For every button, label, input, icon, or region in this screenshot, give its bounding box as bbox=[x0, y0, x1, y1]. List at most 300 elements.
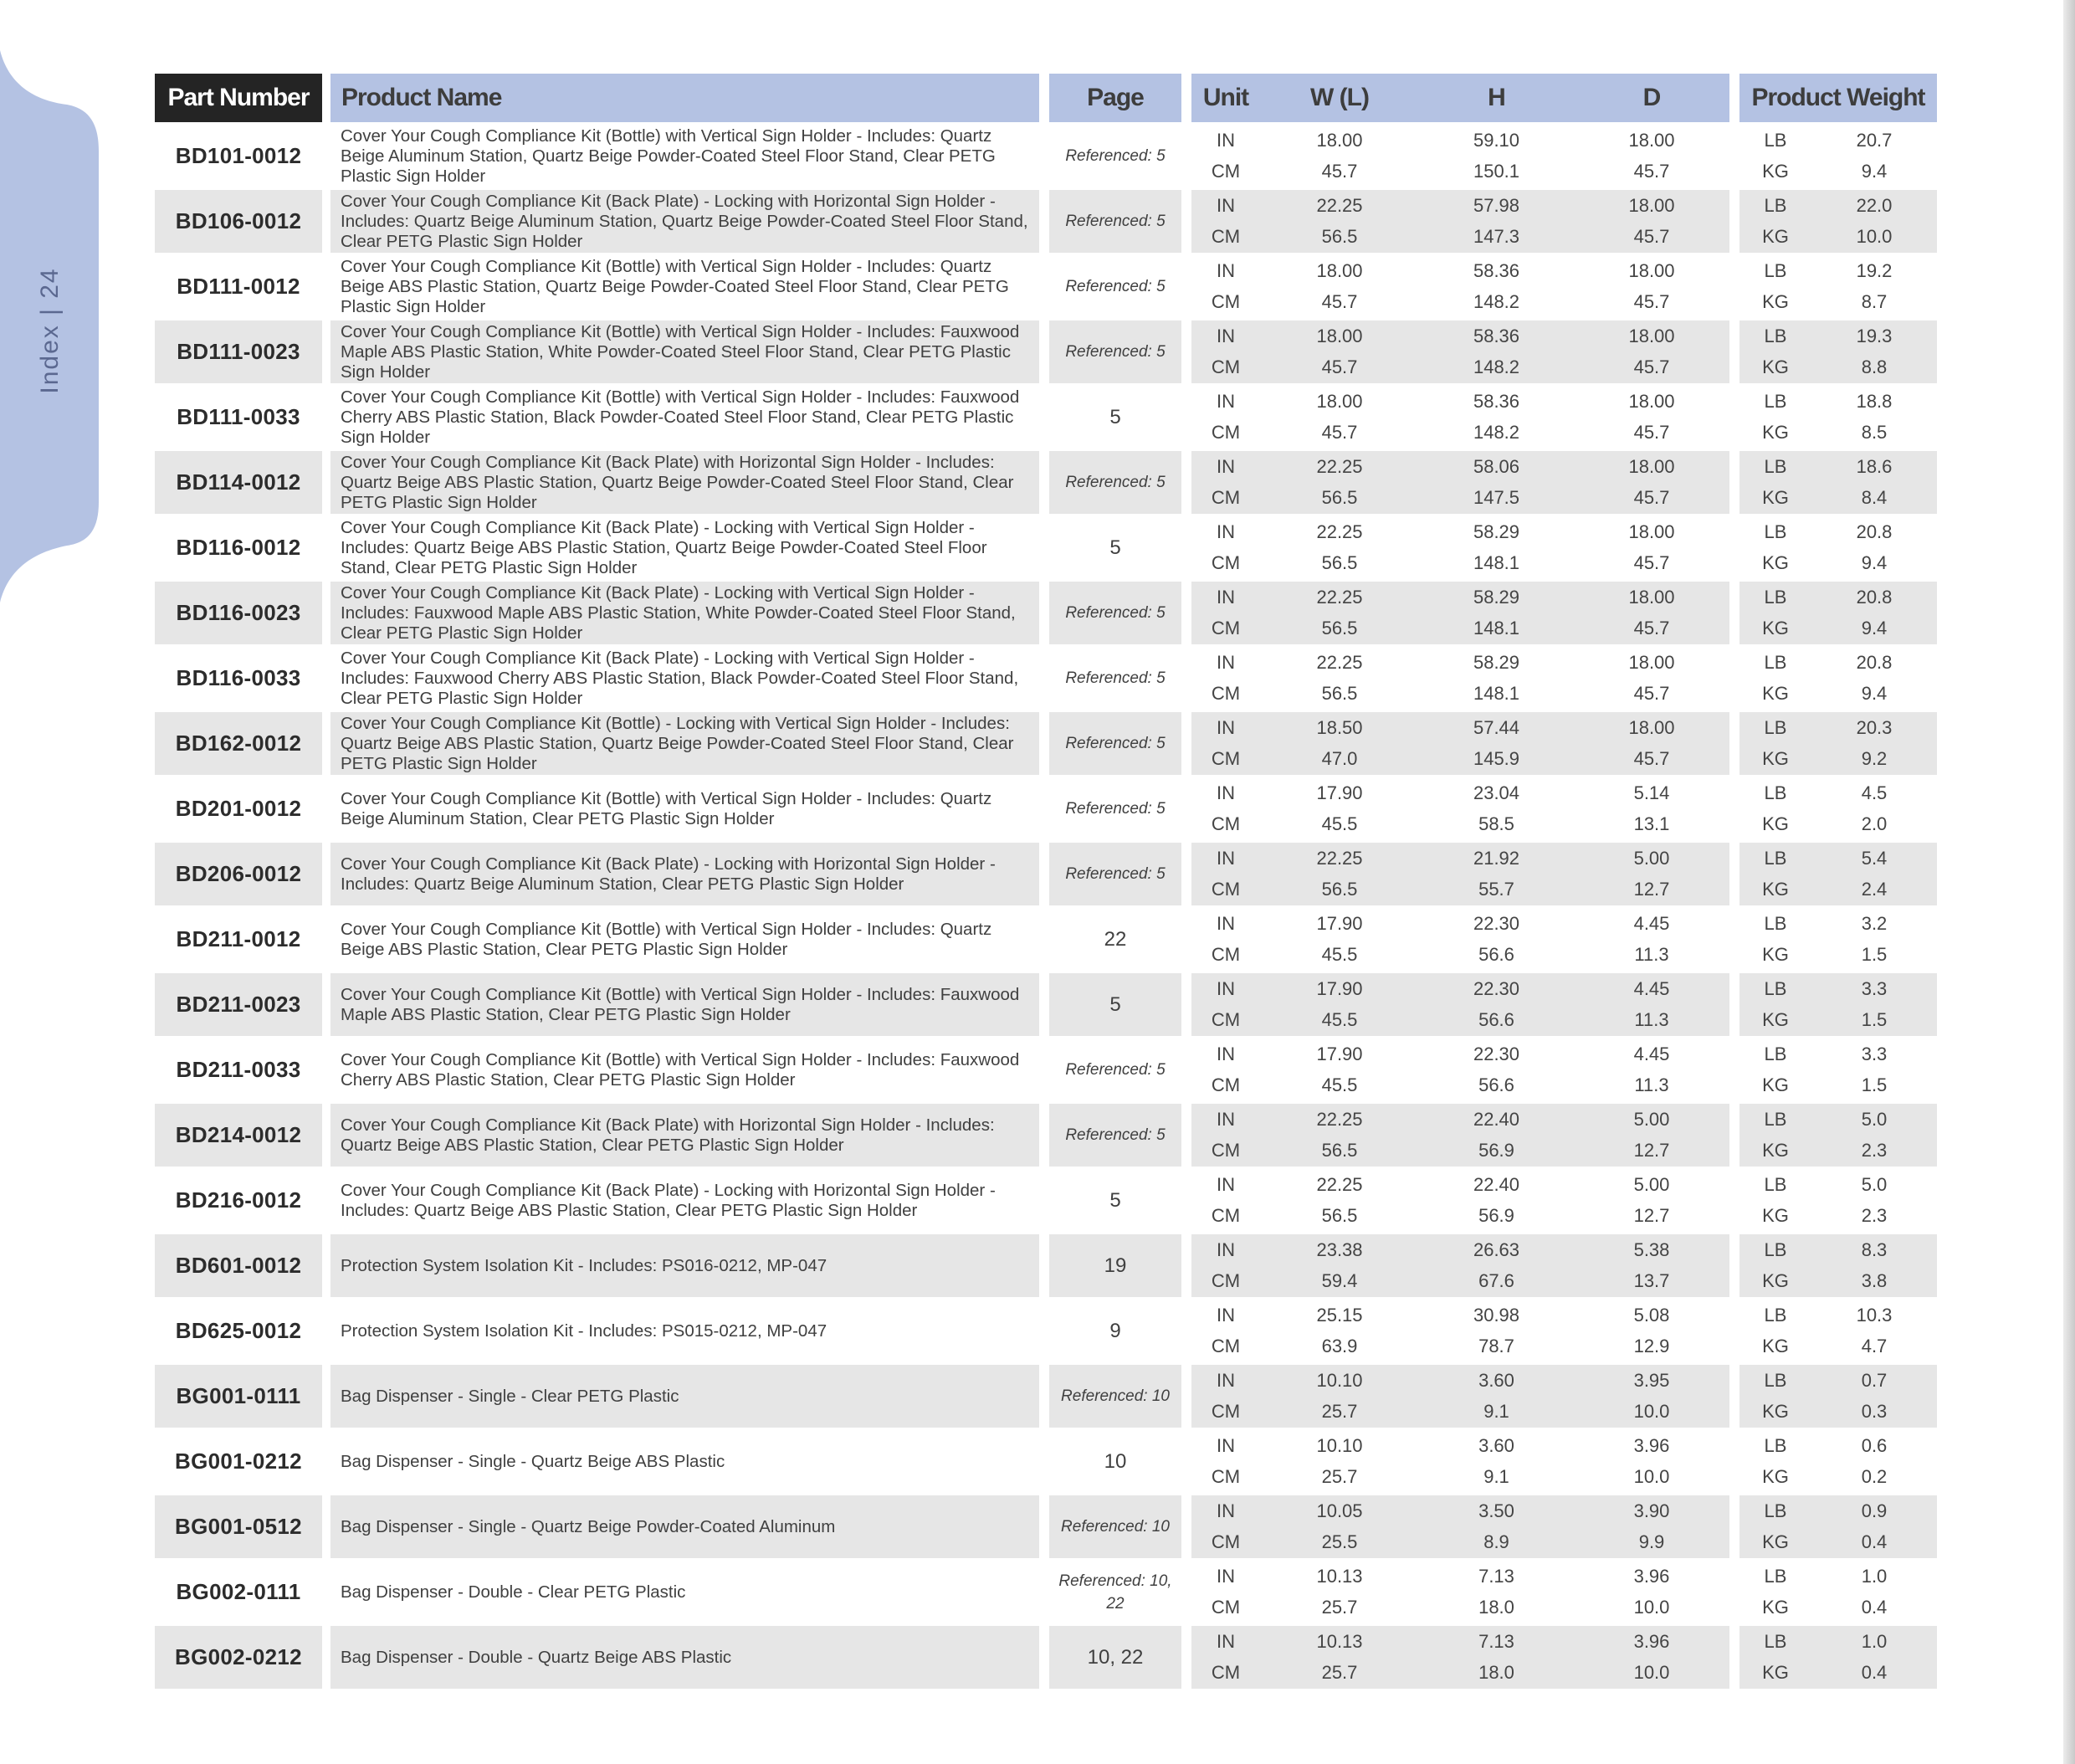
width-cm: 45.5 bbox=[1321, 1074, 1358, 1096]
part-number: BD211-0033 bbox=[176, 1057, 301, 1082]
weight-lb: 5.0 bbox=[1861, 1108, 1888, 1130]
weight-unit-lb: LB bbox=[1764, 1304, 1787, 1326]
unit-in: IN bbox=[1217, 1500, 1235, 1521]
dimensions bbox=[1191, 777, 1729, 840]
part-number: BD111-0033 bbox=[177, 404, 300, 429]
width-in: 23.38 bbox=[1316, 1238, 1363, 1260]
dimensions bbox=[1191, 647, 1729, 710]
unit-cm: CM bbox=[1211, 879, 1241, 900]
dimensions-metric bbox=[1191, 1266, 1729, 1298]
width-cm: 45.7 bbox=[1321, 291, 1358, 313]
height-in: 26.63 bbox=[1473, 1238, 1520, 1260]
height-cm: 148.1 bbox=[1473, 618, 1520, 639]
table-row bbox=[155, 843, 1939, 905]
depth-cm: 45.7 bbox=[1633, 226, 1670, 248]
unit-in: IN bbox=[1217, 129, 1235, 151]
depth-cm: 12.9 bbox=[1633, 1336, 1670, 1357]
weight-lb: 0.6 bbox=[1861, 1434, 1888, 1456]
weight-kg: 3.8 bbox=[1861, 1270, 1888, 1292]
depth-in: 4.45 bbox=[1633, 912, 1670, 934]
dimensions-metric bbox=[1191, 1527, 1729, 1559]
product-name: Cover Your Cough Compliance Kit (Bottle) with Vertical Sign Holder - Includes: Quartz Beige ABS Plastic Station, Clear PETG Plastic Sign Holder bbox=[341, 919, 992, 959]
product-weight bbox=[1739, 908, 1937, 971]
table-row bbox=[155, 451, 1939, 514]
part-number: BD162-0012 bbox=[155, 712, 322, 775]
dimensions-imperial bbox=[1191, 451, 1729, 483]
depth-cm: 12.7 bbox=[1633, 1140, 1670, 1161]
weight-imperial bbox=[1739, 255, 1937, 287]
product-name: Bag Dispenser - Single - Clear PETG Plastic bbox=[330, 1365, 1039, 1428]
width-in: 22.25 bbox=[1316, 520, 1363, 542]
weight-imperial bbox=[1739, 1626, 1937, 1658]
side-index-label: Index | 24 bbox=[36, 267, 64, 394]
weight-metric bbox=[1739, 1201, 1937, 1233]
depth-in: 3.96 bbox=[1633, 1434, 1670, 1456]
dimensions-metric bbox=[1191, 744, 1729, 776]
weight-imperial bbox=[1739, 190, 1937, 222]
dimensions-imperial bbox=[1191, 712, 1729, 744]
header-page: Page bbox=[1049, 74, 1181, 122]
weight-metric bbox=[1739, 1397, 1937, 1428]
weight-metric bbox=[1739, 744, 1937, 776]
page-ref: Referenced: 5 bbox=[1049, 712, 1181, 775]
height-in: 7.13 bbox=[1478, 1630, 1514, 1652]
weight-metric bbox=[1739, 1592, 1937, 1624]
part-number: BD116-0023 bbox=[155, 582, 322, 644]
product-name: Cover Your Cough Compliance Kit (Back Plate) - Locking with Vertical Sign Holder - Includes: Fauxwood Maple ABS Plastic Station, White Powder-Coated Steel Floor Stand, Clear PETG Plastic Sign Holder bbox=[330, 582, 1039, 644]
table-row bbox=[155, 255, 1939, 318]
width-in: 10.10 bbox=[1316, 1434, 1363, 1456]
table-row bbox=[155, 1626, 1939, 1689]
unit-in: IN bbox=[1217, 390, 1235, 412]
width-cm: 56.5 bbox=[1321, 552, 1358, 574]
weight-unit-lb: LB bbox=[1764, 1173, 1787, 1195]
page-ref: Referenced: 5 bbox=[1065, 800, 1166, 818]
unit-cm: CM bbox=[1211, 356, 1241, 378]
depth-cm: 45.7 bbox=[1633, 356, 1670, 378]
dimensions-metric bbox=[1191, 1201, 1729, 1233]
product-name: Cover Your Cough Compliance Kit (Back Plate) - Locking with Horizontal Sign Holder - Includes: Quartz Beige ABS Plastic Station, Clear PETG Plastic Sign Holder bbox=[341, 1180, 996, 1220]
product-weight bbox=[1739, 1300, 1937, 1362]
dimensions-imperial bbox=[1191, 1430, 1729, 1462]
width-cm: 25.5 bbox=[1321, 1531, 1358, 1553]
depth-in: 3.96 bbox=[1633, 1565, 1670, 1587]
dimensions-metric bbox=[1191, 1592, 1729, 1624]
depth-cm: 13.7 bbox=[1633, 1270, 1670, 1292]
weight-unit-kg: KG bbox=[1762, 1074, 1789, 1096]
product-weight bbox=[1739, 386, 1937, 449]
dimensions-imperial bbox=[1191, 1234, 1729, 1266]
header-product-name: Product Name bbox=[330, 74, 1039, 122]
dimensions bbox=[1191, 320, 1729, 383]
weight-lb: 20.8 bbox=[1856, 586, 1893, 608]
width-cm: 45.7 bbox=[1321, 161, 1358, 182]
width-cm: 45.5 bbox=[1321, 813, 1358, 835]
dimensions-imperial bbox=[1191, 125, 1729, 156]
weight-metric bbox=[1739, 156, 1937, 188]
weight-unit-kg: KG bbox=[1762, 1466, 1789, 1488]
depth-in: 5.14 bbox=[1633, 782, 1670, 803]
width-in: 10.13 bbox=[1316, 1565, 1363, 1587]
weight-lb: 20.8 bbox=[1856, 520, 1893, 542]
product-name: Cover Your Cough Compliance Kit (Back Plate) - Locking with Horizontal Sign Holder - Includes: Quartz Beige Aluminum Station, Clear PETG Plastic Sign Holder bbox=[330, 843, 1039, 905]
product-name: Cover Your Cough Compliance Kit (Bottle) - Locking with Vertical Sign Holder - Includes: Quartz Beige ABS Plastic Station, Quartz Beige Powder-Coated Steel Floor Stand, Clear PETG Plastic Sign Holder bbox=[330, 712, 1039, 775]
table-row bbox=[155, 516, 1939, 579]
product-name: Cover Your Cough Compliance Kit (Bottle) with Vertical Sign Holder - Includes: Fauxwood Cherry ABS Plastic Station, Clear PETG Plastic Sign Holder bbox=[341, 1049, 1020, 1090]
unit-cm: CM bbox=[1211, 1401, 1241, 1423]
unit-cm: CM bbox=[1211, 944, 1241, 966]
page-ref: 5 bbox=[1109, 405, 1121, 428]
page-ref: 5 bbox=[1049, 973, 1181, 1036]
unit-cm: CM bbox=[1211, 1205, 1241, 1227]
page-ref: Referenced: 5 bbox=[1065, 1061, 1166, 1079]
height-cm: 18.0 bbox=[1478, 1662, 1514, 1684]
height-in: 57.98 bbox=[1473, 194, 1520, 216]
dimensions-metric bbox=[1191, 287, 1729, 319]
weight-kg: 1.5 bbox=[1861, 1009, 1888, 1031]
product-name: Bag Dispenser - Double - Clear PETG Plastic bbox=[341, 1582, 686, 1602]
unit-cm: CM bbox=[1211, 1074, 1241, 1096]
depth-in: 18.00 bbox=[1628, 586, 1675, 608]
weight-kg: 8.7 bbox=[1861, 291, 1888, 313]
depth-in: 18.00 bbox=[1628, 390, 1675, 412]
weight-unit-kg: KG bbox=[1762, 813, 1789, 835]
weight-lb: 20.3 bbox=[1856, 716, 1893, 738]
weight-lb: 20.8 bbox=[1856, 651, 1893, 673]
weight-imperial bbox=[1739, 386, 1937, 418]
weight-lb: 20.7 bbox=[1856, 129, 1893, 151]
weight-metric bbox=[1739, 1266, 1937, 1298]
table-row bbox=[155, 647, 1939, 710]
width-in: 22.25 bbox=[1316, 455, 1363, 477]
product-weight bbox=[1739, 1038, 1937, 1101]
height-in: 58.36 bbox=[1473, 259, 1520, 281]
dimensions-imperial bbox=[1191, 1561, 1729, 1592]
height-cm: 147.3 bbox=[1473, 226, 1520, 248]
dimensions-metric bbox=[1191, 1462, 1729, 1494]
weight-unit-kg: KG bbox=[1762, 1597, 1789, 1618]
table-row bbox=[155, 1104, 1939, 1167]
product-weight bbox=[1739, 1430, 1937, 1493]
table-row bbox=[155, 1234, 1939, 1297]
weight-kg: 0.4 bbox=[1861, 1597, 1888, 1618]
table-row bbox=[155, 1430, 1939, 1493]
width-in: 17.90 bbox=[1316, 977, 1363, 999]
dimensions bbox=[1191, 1169, 1729, 1232]
width-cm: 25.7 bbox=[1321, 1466, 1358, 1488]
dimensions bbox=[1191, 582, 1729, 644]
product-name: Cover Your Cough Compliance Kit (Bottle) with Vertical Sign Holder - Includes: Quartz Beige Aluminum Station, Clear PETG Plastic Sign Holder bbox=[341, 788, 992, 828]
weight-imperial bbox=[1739, 1561, 1937, 1592]
weight-kg: 1.5 bbox=[1861, 944, 1888, 966]
header-d: D bbox=[1642, 84, 1661, 111]
weight-unit-lb: LB bbox=[1764, 912, 1787, 934]
dimensions-imperial bbox=[1191, 516, 1729, 548]
width-cm: 47.0 bbox=[1321, 748, 1358, 770]
unit-in: IN bbox=[1217, 1238, 1235, 1260]
depth-cm: 10.0 bbox=[1633, 1466, 1670, 1488]
weight-metric bbox=[1739, 613, 1937, 645]
table-row bbox=[155, 908, 1939, 971]
page-ref: Referenced: 5 bbox=[1049, 451, 1181, 514]
depth-cm: 45.7 bbox=[1633, 683, 1670, 705]
weight-metric bbox=[1739, 1005, 1937, 1037]
dimensions-metric bbox=[1191, 156, 1729, 188]
dimensions-metric bbox=[1191, 613, 1729, 645]
weight-imperial bbox=[1739, 1234, 1937, 1266]
weight-imperial bbox=[1739, 320, 1937, 352]
width-in: 22.25 bbox=[1316, 1108, 1363, 1130]
depth-cm: 45.7 bbox=[1633, 748, 1670, 770]
weight-kg: 4.7 bbox=[1861, 1336, 1888, 1357]
dimensions bbox=[1191, 1300, 1729, 1362]
dimensions bbox=[1191, 1104, 1729, 1167]
weight-kg: 1.5 bbox=[1861, 1074, 1888, 1096]
product-name: Cover Your Cough Compliance Kit (Bottle) with Vertical Sign Holder - Includes: Fauxwood Maple ABS Plastic Station, White Powder-Coated Steel Floor Stand, Clear PETG Plastic Sign Holder bbox=[330, 320, 1039, 383]
table-row bbox=[155, 1169, 1939, 1232]
weight-imperial bbox=[1739, 712, 1937, 744]
height-in: 57.44 bbox=[1473, 716, 1520, 738]
dimensions-imperial bbox=[1191, 1365, 1729, 1397]
dimensions-imperial bbox=[1191, 190, 1729, 222]
table-row bbox=[155, 1038, 1939, 1101]
page-ref: Referenced: 5 bbox=[1065, 147, 1166, 165]
height-in: 3.50 bbox=[1478, 1500, 1514, 1521]
part-number: BD101-0012 bbox=[175, 143, 302, 168]
weight-unit-kg: KG bbox=[1762, 1205, 1789, 1227]
weight-kg: 0.4 bbox=[1861, 1531, 1888, 1553]
dimensions bbox=[1191, 516, 1729, 579]
product-name: Protection System Isolation Kit - Includes: PS016-0212, MP-047 bbox=[330, 1234, 1039, 1297]
header-w: W (L) bbox=[1310, 84, 1369, 111]
dimensions bbox=[1191, 908, 1729, 971]
width-cm: 45.7 bbox=[1321, 356, 1358, 378]
height-cm: 148.1 bbox=[1473, 552, 1520, 574]
weight-unit-kg: KG bbox=[1762, 161, 1789, 182]
page-ref: Referenced: 5 bbox=[1049, 190, 1181, 253]
part-number: BD116-0012 bbox=[176, 535, 301, 560]
weight-unit-kg: KG bbox=[1762, 683, 1789, 705]
depth-in: 18.00 bbox=[1628, 129, 1675, 151]
height-in: 3.60 bbox=[1478, 1369, 1514, 1391]
depth-cm: 45.7 bbox=[1633, 552, 1670, 574]
part-number: BD111-0012 bbox=[177, 274, 300, 299]
depth-cm: 10.0 bbox=[1633, 1597, 1670, 1618]
weight-imperial bbox=[1739, 973, 1937, 1005]
weight-kg: 2.0 bbox=[1861, 813, 1888, 835]
unit-cm: CM bbox=[1211, 683, 1241, 705]
height-in: 58.36 bbox=[1473, 325, 1520, 346]
unit-in: IN bbox=[1217, 716, 1235, 738]
dimensions-imperial bbox=[1191, 1104, 1729, 1136]
dimensions-imperial bbox=[1191, 1495, 1729, 1527]
unit-cm: CM bbox=[1211, 552, 1241, 574]
weight-lb: 3.3 bbox=[1861, 1043, 1888, 1064]
table-row bbox=[155, 125, 1939, 187]
weight-unit-lb: LB bbox=[1764, 977, 1787, 999]
table-row bbox=[155, 777, 1939, 840]
weight-imperial bbox=[1739, 516, 1937, 548]
weight-metric bbox=[1739, 1658, 1937, 1690]
weight-kg: 9.4 bbox=[1861, 683, 1888, 705]
part-number: BG002-0111 bbox=[176, 1579, 301, 1604]
part-number: BD114-0012 bbox=[155, 451, 322, 514]
weight-metric bbox=[1739, 1331, 1937, 1363]
weight-metric bbox=[1739, 679, 1937, 710]
dimensions-imperial bbox=[1191, 843, 1729, 874]
weight-metric bbox=[1739, 418, 1937, 449]
width-in: 22.25 bbox=[1316, 847, 1363, 869]
weight-kg: 2.3 bbox=[1861, 1205, 1888, 1227]
weight-imperial bbox=[1739, 647, 1937, 679]
weight-metric bbox=[1739, 287, 1937, 319]
unit-in: IN bbox=[1217, 325, 1235, 346]
dimensions bbox=[1191, 1038, 1729, 1101]
unit-cm: CM bbox=[1211, 226, 1241, 248]
part-number: BG001-0512 bbox=[155, 1495, 322, 1558]
dimensions bbox=[1191, 255, 1729, 318]
page-ref: 10, 22 bbox=[1049, 1626, 1181, 1689]
part-number: BG002-0212 bbox=[155, 1626, 322, 1689]
dimensions bbox=[1191, 451, 1729, 514]
height-cm: 150.1 bbox=[1473, 161, 1520, 182]
weight-kg: 0.3 bbox=[1861, 1401, 1888, 1423]
product-name: Cover Your Cough Compliance Kit (Back Plate) - Locking with Vertical Sign Holder - Includes: Quartz Beige ABS Plastic Station, Quartz Beige Powder-Coated Steel Floor Stand, Clear PETG Plastic Sign Holder bbox=[341, 517, 987, 577]
height-in: 30.98 bbox=[1473, 1304, 1520, 1326]
width-cm: 45.7 bbox=[1321, 422, 1358, 444]
weight-unit-lb: LB bbox=[1764, 1369, 1787, 1391]
product-name: Protection System Isolation Kit - Includes: PS015-0212, MP-047 bbox=[341, 1320, 827, 1341]
dimensions-imperial bbox=[1191, 647, 1729, 679]
dimensions-metric bbox=[1191, 483, 1729, 515]
depth-in: 18.00 bbox=[1628, 325, 1675, 346]
height-cm: 9.1 bbox=[1483, 1466, 1509, 1488]
weight-unit-kg: KG bbox=[1762, 1531, 1789, 1553]
product-name: Cover Your Cough Compliance Kit (Bottle) with Vertical Sign Holder - Includes: Fauxwood Cherry ABS Plastic Station, Black Powder-Coated Steel Floor Stand, Clear PETG Plastic Sign Holder bbox=[341, 387, 1020, 447]
dimensions-metric bbox=[1191, 874, 1729, 906]
unit-cm: CM bbox=[1211, 1662, 1241, 1684]
height-in: 21.92 bbox=[1473, 847, 1520, 869]
depth-cm: 11.3 bbox=[1634, 1009, 1669, 1031]
width-cm: 56.5 bbox=[1321, 226, 1358, 248]
weight-unit-lb: LB bbox=[1764, 716, 1787, 738]
height-in: 58.06 bbox=[1473, 455, 1520, 477]
weight-kg: 0.4 bbox=[1861, 1662, 1888, 1684]
depth-in: 18.00 bbox=[1628, 716, 1675, 738]
weight-imperial bbox=[1739, 1104, 1937, 1136]
weight-imperial bbox=[1739, 451, 1937, 483]
weight-kg: 2.4 bbox=[1861, 879, 1888, 900]
depth-in: 18.00 bbox=[1628, 520, 1675, 542]
width-in: 18.00 bbox=[1316, 390, 1363, 412]
table-row bbox=[155, 712, 1939, 775]
header-unit: Unit bbox=[1202, 84, 1249, 111]
dimensions-metric bbox=[1191, 1397, 1729, 1428]
table-row bbox=[155, 1300, 1939, 1362]
part-number: BD214-0012 bbox=[155, 1104, 322, 1167]
weight-imperial bbox=[1739, 1430, 1937, 1462]
product-weight bbox=[1739, 190, 1937, 253]
dimensions-metric bbox=[1191, 548, 1729, 580]
width-in: 10.13 bbox=[1316, 1630, 1363, 1652]
weight-unit-lb: LB bbox=[1764, 847, 1787, 869]
page-ref: 9 bbox=[1109, 1319, 1121, 1342]
weight-unit-lb: LB bbox=[1764, 390, 1787, 412]
depth-cm: 13.1 bbox=[1633, 813, 1670, 835]
weight-lb: 22.0 bbox=[1856, 194, 1893, 216]
weight-unit-lb: LB bbox=[1764, 259, 1787, 281]
height-cm: 8.9 bbox=[1483, 1531, 1509, 1553]
dimensions-metric bbox=[1191, 222, 1729, 254]
depth-in: 5.00 bbox=[1633, 847, 1670, 869]
depth-in: 5.38 bbox=[1633, 1238, 1670, 1260]
weight-imperial bbox=[1739, 125, 1937, 156]
weight-unit-kg: KG bbox=[1762, 944, 1789, 966]
weight-metric bbox=[1739, 809, 1937, 841]
unit-in: IN bbox=[1217, 977, 1235, 999]
weight-kg: 8.5 bbox=[1861, 422, 1888, 444]
dimensions-metric bbox=[1191, 352, 1729, 384]
unit-cm: CM bbox=[1211, 1009, 1241, 1031]
weight-unit-kg: KG bbox=[1762, 1401, 1789, 1423]
unit-cm: CM bbox=[1211, 161, 1241, 182]
weight-metric bbox=[1739, 874, 1937, 906]
weight-metric bbox=[1739, 352, 1937, 384]
dimensions bbox=[1191, 1626, 1729, 1689]
weight-imperial bbox=[1739, 1169, 1937, 1201]
height-cm: 78.7 bbox=[1478, 1336, 1514, 1357]
weight-kg: 8.8 bbox=[1861, 356, 1888, 378]
width-cm: 63.9 bbox=[1321, 1336, 1358, 1357]
height-cm: 145.9 bbox=[1473, 748, 1520, 770]
weight-unit-lb: LB bbox=[1764, 455, 1787, 477]
width-in: 18.00 bbox=[1316, 259, 1363, 281]
weight-metric bbox=[1739, 940, 1937, 972]
dimensions-metric bbox=[1191, 809, 1729, 841]
weight-lb: 3.3 bbox=[1861, 977, 1888, 999]
weight-lb: 0.9 bbox=[1861, 1500, 1888, 1521]
height-in: 58.29 bbox=[1473, 586, 1520, 608]
dimensions-imperial bbox=[1191, 255, 1729, 287]
unit-cm: CM bbox=[1211, 487, 1241, 509]
depth-in: 18.00 bbox=[1628, 651, 1675, 673]
product-weight bbox=[1739, 1561, 1937, 1623]
weight-unit-lb: LB bbox=[1764, 1434, 1787, 1456]
weight-lb: 1.0 bbox=[1861, 1630, 1888, 1652]
width-cm: 45.5 bbox=[1321, 944, 1358, 966]
weight-unit-lb: LB bbox=[1764, 1108, 1787, 1130]
dimensions bbox=[1191, 1234, 1729, 1297]
weight-imperial bbox=[1739, 1300, 1937, 1331]
width-in: 17.90 bbox=[1316, 1043, 1363, 1064]
weight-kg: 8.4 bbox=[1861, 487, 1888, 509]
unit-in: IN bbox=[1217, 651, 1235, 673]
dimensions bbox=[1191, 190, 1729, 253]
unit-cm: CM bbox=[1211, 1336, 1241, 1357]
height-in: 22.30 bbox=[1473, 1043, 1520, 1064]
product-name: Cover Your Cough Compliance Kit (Back Plate) - Locking with Vertical Sign Holder - Includes: Fauxwood Cherry ABS Plastic Station, Black Powder-Coated Steel Floor Stand, Clear PETG Plastic Sign Holder bbox=[341, 648, 1019, 708]
weight-unit-kg: KG bbox=[1762, 748, 1789, 770]
dimensions bbox=[1191, 1365, 1729, 1428]
part-number: BD201-0012 bbox=[175, 796, 302, 821]
page-ref: 22 bbox=[1104, 927, 1127, 951]
weight-unit-kg: KG bbox=[1762, 422, 1789, 444]
weight-unit-lb: LB bbox=[1764, 520, 1787, 542]
unit-cm: CM bbox=[1211, 1597, 1241, 1618]
weight-kg: 9.4 bbox=[1861, 618, 1888, 639]
width-in: 18.00 bbox=[1316, 325, 1363, 346]
page-ref: Referenced: 5 bbox=[1049, 1104, 1181, 1167]
